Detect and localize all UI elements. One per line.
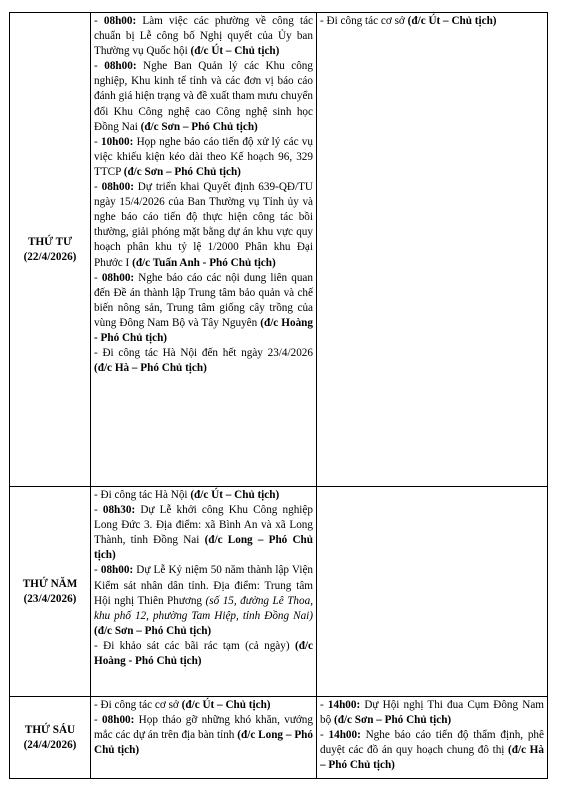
item-person: (đ/c Hà – Phó Chủ tịch) [94, 362, 207, 375]
item-text: Đi công tác cơ sở [100, 699, 182, 711]
day-name: THỨ SÁU [24, 723, 76, 736]
item-person: (đ/c Tuấn Anh - Phó Chủ tịch) [132, 256, 276, 269]
schedule-item: - 08h00: Nghe Ban Quản lý các Khu công nghiệp, Khu kinh tế tỉnh và các đơn vị báo cáo đánh giá hiện trạng và đề xuất tham mưu chuyển đổi Khu Công nghệ cao Công nghệ sinh học Đồng Nai (đ/c Sơn – Phó Chủ tịch) [94, 60, 313, 133]
item-time: 10h00: [100, 135, 134, 148]
item-text: Dự Hội nghị Thi đua Cụm Đông Nam bộ [320, 699, 544, 727]
item-person: (đ/c Út – Chủ tịch) [181, 699, 271, 711]
item-person: (đ/c Sơn – Phó Chủ tịch) [140, 120, 258, 133]
item-text: Đi công tác cơ sở [326, 15, 408, 27]
item-text: Dự Lễ Kỷ niệm 50 năm thành lập Viện Kiểm sát nhân dân tỉnh. Địa điểm: Trung tâm Hội nghị Thiên Phương [94, 564, 313, 607]
afternoon-cell [317, 487, 548, 697]
schedule-item: - 14h00: Nghe báo cáo tiến độ thẩm định, phê duyệt các đồ án quy hoạch chung đô thị (đ/c Hà – Phó Chủ tịch) [320, 729, 544, 772]
day-name: THỨ NĂM [22, 577, 78, 590]
row-thursday [10, 487, 548, 697]
item-person: (đ/c Sơn – Phó Chủ tịch) [94, 624, 212, 637]
item-text: Họp nghe báo cáo tiến độ xử lý các vụ việc khiếu kiện kéo dài theo Kế hoạch 96, 329 TTCP [94, 135, 313, 178]
item-text: Nghe báo cáo tiến độ thẩm định, phê duyệt các đồ án quy hoạch chung đô thị [320, 729, 544, 757]
item-time: 14h00: [327, 699, 361, 711]
item-text: Dự Lễ khởi công Khu Công nghiệp Long Đức 3. Địa điểm: xã Bình An và xã Long Thành, tỉnh Đồng Nai [94, 504, 313, 547]
day-cell [10, 13, 91, 487]
item-text: Đi khảo sát các bãi rác tạm (cả ngày) [103, 639, 295, 652]
item-time: 08h30: [102, 504, 136, 517]
day-date: (22/4/2026) [23, 250, 77, 263]
schedule-item: - 08h00: Dự triển khai Quyết định 639-QĐ/TU ngày 15/4/2026 của Ban Thường vụ Tỉnh ủy và nghe báo cáo tiến độ thực hiện công tác bồi thường, giải phóng mặt bằng dự án khu vực quy hoạch phân khu tỷ lệ 1/2000 Phân khu Đại Phước I (đ/c Tuấn Anh - Phó Chủ tịch) [94, 181, 313, 269]
morning-cell [91, 697, 317, 779]
schedule-item: - Đi công tác Hà Nội (đ/c Út – Chủ tịch) [94, 489, 280, 501]
row-friday [10, 697, 548, 779]
item-time: 08h00: [103, 15, 137, 27]
schedule-item: - 08h00: Dự Lễ Kỷ niệm 50 năm thành lập Viện Kiểm sát nhân dân tỉnh. Địa điểm: Trung tâm Hội nghị Thiên Phương (số 15, đường Lê Thoa, khu phố 12, phường Tam Hiệp, tỉnh Đồng Nai) (đ/c Sơn – Phó Chủ tịch) [94, 564, 314, 637]
item-text: Đi công tác Hà Nội [100, 489, 191, 501]
day-date: (24/4/2026) [23, 738, 77, 751]
day-cell [10, 697, 91, 779]
item-text: Nghe Ban Quản lý các Khu công nghiệp, Khu kinh tế tỉnh và các đơn vị báo cáo đánh giá hiện trạng và đề xuất tham mưu chuyển đổi Khu Công nghệ cao Công nghệ sinh học Đồng Nai [94, 60, 313, 133]
schedule-table [9, 12, 548, 779]
morning-cell [91, 13, 317, 487]
schedule-item: - 08h00: Làm việc các phường về công tác chuẩn bị Lễ công bố Nghị quyết của Ủy ban Thường vụ Quốc hội (đ/c Út – Chủ tịch) [94, 15, 314, 58]
schedule-item: - Đi công tác Hà Nội đến hết ngày 23/4/2026 (đ/c Hà – Phó Chủ tịch) [94, 347, 313, 375]
item-time: 08h00: [104, 60, 137, 73]
schedule-item: - 08h00: Nghe báo cáo các nội dung liên quan đến Đề án thành lập Trung tâm bảo quản và chế biến nông sản, Trung tâm giống cây trồng của vùng Đông Nam Bộ và Tây Nguyên (đ/c Hoàng - Phó Chủ tịch) [94, 271, 313, 344]
item-person: (đ/c Út – Chủ tịch) [190, 489, 280, 501]
schedule-item: - 08h00: Họp tháo gỡ những khó khăn, vướng mắc các dự án trên địa bàn tỉnh (đ/c Long – Phó Chủ tịch) [94, 714, 313, 757]
item-person: (đ/c Sơn – Phó Chủ tịch) [123, 165, 241, 178]
row-wednesday [10, 13, 548, 487]
item-text: Dự triển khai Quyết định 639-QĐ/TU ngày 15/4/2026 của Ban Thường vụ Tỉnh ủy và nghe báo cáo tiến độ thực hiện công tác bồi thường, giải phóng mặt bằng dự án khu vực quy hoạch phân khu tỷ lệ 1/2000 Phân khu Đại Phước I [94, 181, 313, 269]
item-time: 08h00: [101, 181, 134, 194]
schedule-item: - 10h00: Họp nghe báo cáo tiến độ xử lý các vụ việc khiếu kiện kéo dài theo Kế hoạch 96, 329 TTCP (đ/c Sơn – Phó Chủ tịch) [94, 135, 313, 178]
schedule-item: - 14h00: Dự Hội nghị Thi đua Cụm Đông Nam bộ (đ/c Sơn – Phó Chủ tịch) [320, 699, 544, 727]
schedule-item: - Đi khảo sát các bãi rác tạm (cả ngày) (đ/c Hoàng - Phó Chủ tịch) [94, 639, 313, 668]
afternoon-cell [317, 13, 548, 487]
item-time: 08h00: [100, 564, 134, 577]
item-person: (đ/c Út – Chủ tịch) [407, 15, 497, 27]
item-person: (đ/c Út – Chủ tịch) [190, 45, 280, 58]
schedule-item: - Đi công tác cơ sở (đ/c Út – Chủ tịch) [320, 15, 497, 27]
day-date: (23/4/2026) [23, 592, 77, 605]
day-name: THỨ TƯ [27, 235, 73, 248]
afternoon-cell [317, 697, 548, 779]
item-person: (đ/c Hoàng - Phó Chủ tịch) [94, 316, 313, 344]
item-time: 08h00: [101, 271, 135, 284]
item-text: Họp tháo gỡ những khó khăn, vướng mắc các dự án trên địa bàn tỉnh [94, 714, 313, 742]
item-person: (đ/c Sơn – Phó Chủ tịch) [333, 714, 452, 727]
item-person: (đ/c Long – Phó Chủ tịch) [94, 729, 313, 757]
schedule-item: - Đi công tác cơ sở (đ/c Út – Chủ tịch) [94, 699, 271, 711]
item-text: Nghe báo cáo các nội dung liên quan đến Đề án thành lập Trung tâm bảo quản và chế biến nông sản, Trung tâm giống cây trồng của vùng Đông Nam Bộ và Tây Nguyên [94, 271, 313, 329]
item-location: (số 15, đường Lê Thoa, khu phố 12, phường Tam Hiệp, tỉnh Đồng Nai) [94, 594, 314, 622]
item-person: (đ/c Hoàng - Phó Chủ tịch) [94, 639, 313, 668]
item-person: (đ/c Hà – Phó Chủ tịch) [320, 744, 544, 772]
morning-cell [91, 487, 317, 697]
item-person: (đ/c Long – Phó Chủ tịch) [94, 534, 313, 562]
item-text: Làm việc các phường về công tác chuẩn bị Lễ công bố Nghị quyết của Ủy ban Thường vụ Quốc hội [94, 15, 314, 58]
item-text: Đi công tác Hà Nội đến hết ngày 23/4/2026 [102, 347, 313, 360]
item-time: 08h00: [102, 714, 135, 727]
schedule-item: - 08h30: Dự Lễ khởi công Khu Công nghiệp Long Đức 3. Địa điểm: xã Bình An và xã Long Thành, tỉnh Đồng Nai (đ/c Long – Phó Chủ tịch) [94, 504, 313, 562]
item-time: 14h00: [328, 729, 361, 742]
day-cell [10, 487, 91, 697]
